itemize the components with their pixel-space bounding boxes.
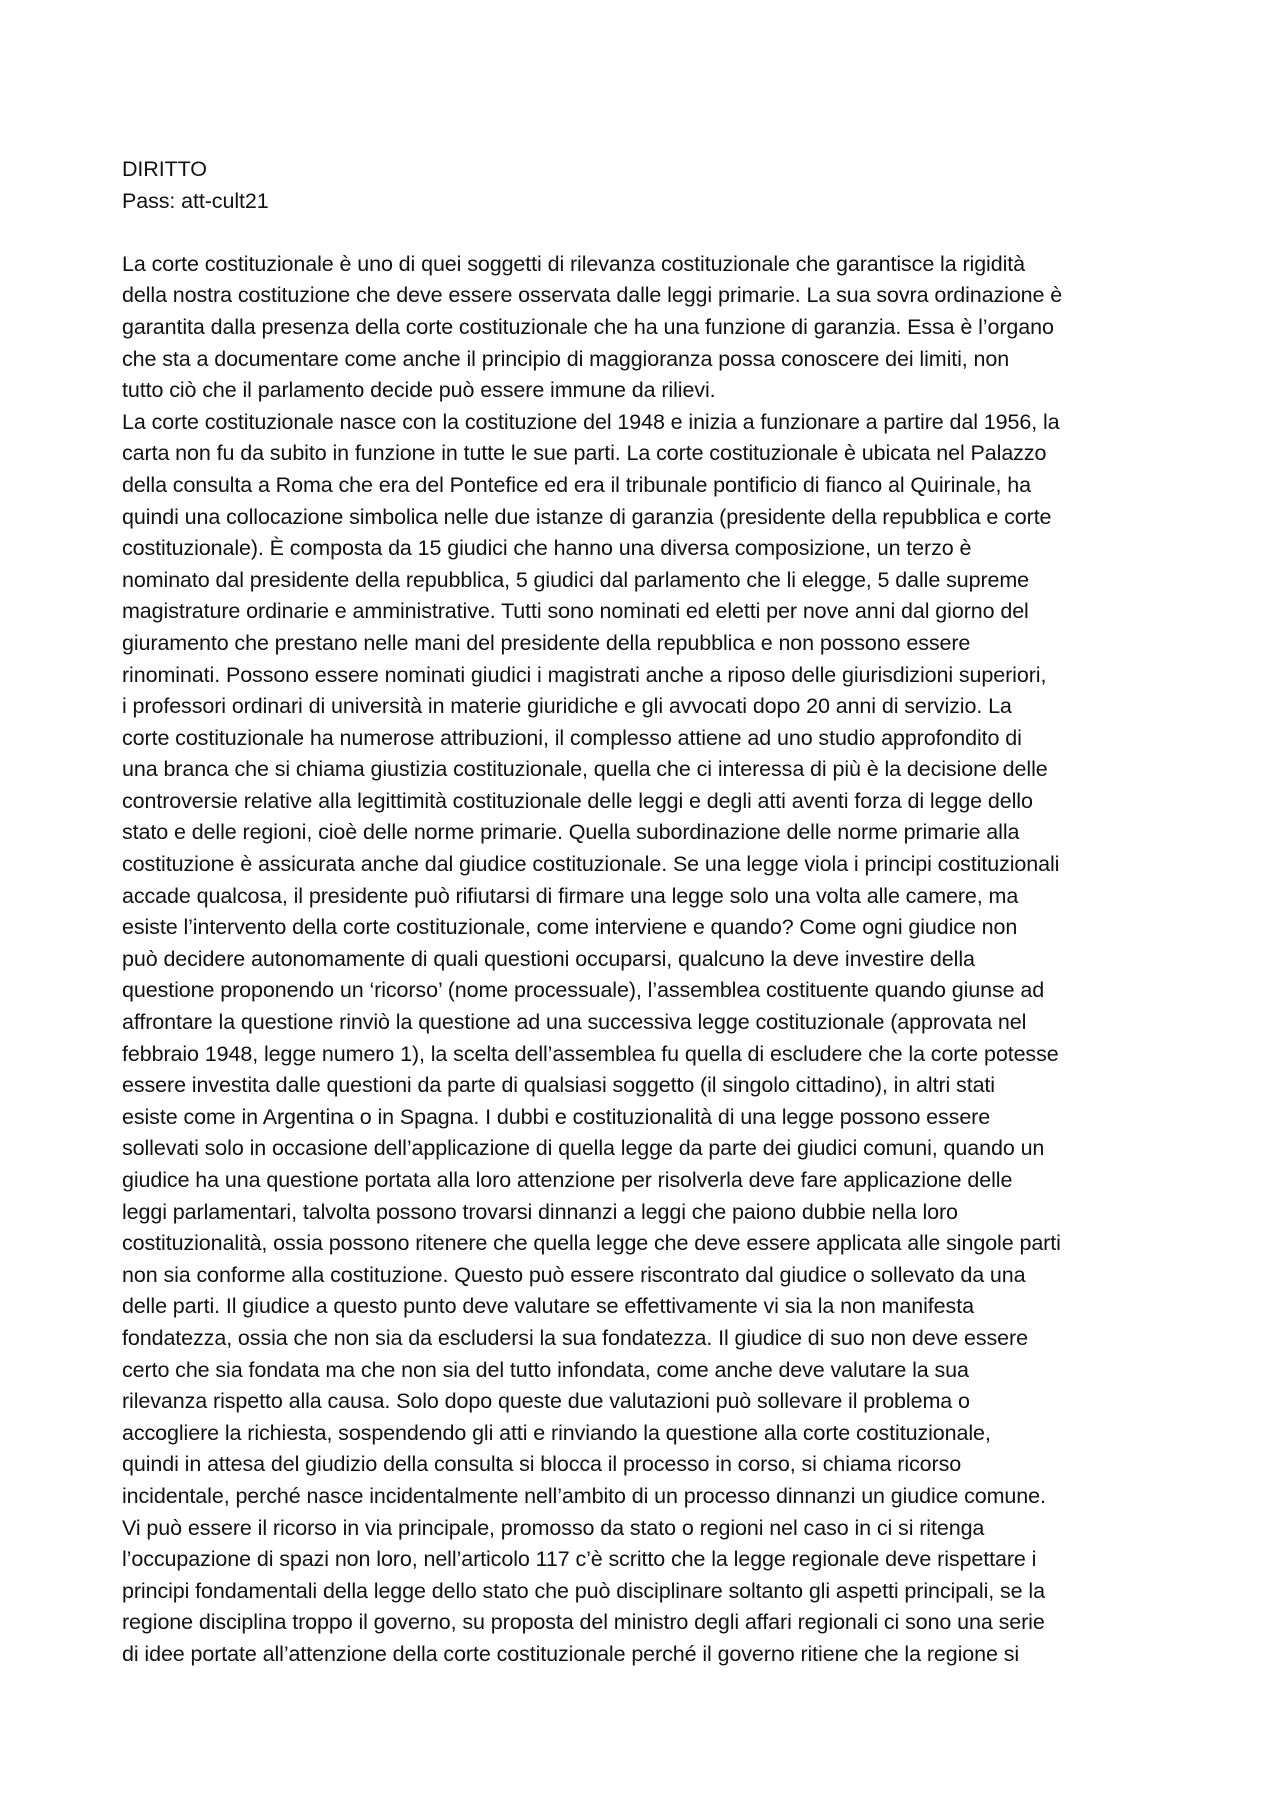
text-line: febbraio 1948, legge numero 1), la scelta dell’assemblea fu quella di escludere che la corte potesse [122, 1041, 1059, 1066]
text-line: di idee portate all’attenzione della corte costituzionale perché il governo ritiene che la regione si [122, 1641, 1020, 1666]
text-line: della consulta a Roma che era del Pontefice ed era il tribunale pontificio di fianco al Quirinale, ha [122, 472, 1031, 497]
text-line: incidentale, perché nasce incidentalmente nell’ambito di un processo dinnanzi un giudice comune. [122, 1483, 1046, 1508]
text-line: costituzionalità, ossia possono ritenere che quella legge che deve essere applicata alle singole parti [122, 1231, 1061, 1256]
text-line: nominato dal presidente della repubblica, 5 giudici dal parlamento che li elegge, 5 dalle supreme [122, 567, 1030, 592]
text-line: stato e delle regioni, cioè delle norme primarie. Quella subordinazione delle norme primarie alla [122, 820, 1020, 845]
text-line: i professori ordinari di università in materie giuridiche e gli avvocati dopo 20 anni di servizio. La [122, 694, 1012, 719]
document-body [122, 154, 1162, 1671]
text-line: può decidere autonomamente di quali questioni occuparsi, qualcuno la deve investire della [122, 946, 975, 971]
text-line: principi fondamentali della legge dello stato che può disciplinare soltanto gli aspetti principali, se la [122, 1578, 1045, 1603]
text-line: della nostra costituzione che deve essere osservata dalle leggi primarie. La sua sovra ordinazione è [122, 283, 1063, 308]
text-line: affrontare la questione rinviò la questione ad una successiva legge costituzionale (approvata nel [122, 1010, 1027, 1035]
text-line: costituzionale). È composta da 15 giudici che hanno una diversa composizione, un terzo è [122, 536, 972, 561]
text-line: accade qualcosa, il presidente può rifiutarsi di firmare una legge solo una volta alle camere, ma [122, 883, 1019, 908]
text-line: esiste l’intervento della corte costituzionale, come interviene e quando? Come ogni giudice non [122, 915, 1018, 940]
text-line: La corte costituzionale nasce con la costituzione del 1948 e inizia a funzionare a partire dal 1956, la [122, 409, 1060, 434]
text-line: carta non fu da subito in funzione in tutte le sue parti. La corte costituzionale è ubicata nel Palazzo [122, 441, 1047, 466]
text-line: giudice ha una questione portata alla loro attenzione per risolverla deve fare applicazione delle [122, 1168, 1013, 1192]
text-line: leggi parlamentari, talvolta possono trovarsi dinnanzi a leggi che paiono dubbie nella loro [122, 1199, 958, 1224]
text-line: tutto ciò che il parlamento decide può essere immune da rilievi. [122, 378, 716, 403]
text-line: delle parti. Il giudice a questo punto deve valutare se effettivamente vi sia la non manifesta [122, 1294, 974, 1319]
text-line: che sta a documentare come anche il principio di maggioranza possa conoscere dei limiti, non [122, 346, 1010, 371]
blank-line [122, 217, 1162, 249]
text-line: quindi in attesa del giudizio della consulta si blocca il processo in corso, si chiama ricorso [122, 1452, 962, 1477]
text-line: regione disciplina troppo il governo, su proposta del ministro degli affari regionali ci sono una serie [122, 1610, 1045, 1635]
text-line: costituzione è assicurata anche dal giudice costituzionale. Se una legge viola i principi costituzionali [122, 852, 1060, 877]
text-line: sollevati solo in occasione dell’applicazione di quella legge da parte dei giudici comuni, quando un [122, 1136, 1045, 1161]
password-line: Pass: att-cult21 [122, 188, 269, 213]
text-line: una branca che si chiama giustizia costituzionale, quella che ci interessa di più è la decisione delle [122, 757, 1048, 782]
document-title: DIRITTO [122, 157, 207, 181]
text-line: giuramento che prestano nelle mani del presidente della repubblica e non possono essere [122, 630, 971, 655]
text-line: garantita dalla presenza della corte costituzionale che ha una funzione di garanzia. Essa è l’organo [122, 314, 1054, 339]
text-line: questione proponendo un ‘ricorso’ (nome processuale), l’assemblea costituente quando giunse ad [122, 978, 1045, 1003]
text-line: quindi una collocazione simbolica nelle due istanze di garanzia (presidente della repubblica e corte [122, 504, 1052, 529]
text-line: essere investita dalle questioni da parte di qualsiasi soggetto (il singolo cittadino), in altri stati [122, 1073, 995, 1098]
text-line: corte costituzionale ha numerose attribuzioni, il complesso attiene ad uno studio approfondito di [122, 725, 1022, 750]
text-line: fondatezza, ossia che non sia da escludersi la sua fondatezza. Il giudice di suo non deve essere [122, 1325, 1028, 1350]
text-line: accogliere la richiesta, sospendendo gli atti e rinviando la questione alla corte costituzionale, [122, 1420, 991, 1445]
text-line: esiste come in Argentina o in Spagna. I dubbi e costituzionalità di una legge possono essere [122, 1104, 991, 1129]
text-line: La corte costituzionale è uno di quei soggetti di rilevanza costituzionale che garantisce la rigidità [122, 251, 1026, 276]
text-line: l’occupazione di spazi non loro, nell’articolo 117 c’è scritto che la legge regionale deve rispettare i [122, 1547, 1037, 1572]
text-line: magistrature ordinarie e amministrative. Tutti sono nominati ed eletti per nove anni dal giorno del [122, 599, 1029, 624]
text-line: controversie relative alla legittimità costituzionale delle leggi e degli atti aventi forza di legge dello [122, 788, 1033, 813]
text-line: rinominati. Possono essere nominati giudici i magistrati anche a riposo delle giurisdizioni superiori, [122, 662, 1047, 687]
paragraph-1 [122, 249, 1162, 407]
text-line: Vi può essere il ricorso in via principale, promosso da stato o regioni nel caso in ci si ritenga [122, 1515, 985, 1540]
text-line: certo che sia fondata ma che non sia del tutto infondata, come anche deve valutare la sua [122, 1357, 969, 1382]
text-line: non sia conforme alla costituzione. Questo può essere riscontrato dal giudice o sollevato da una [122, 1262, 1026, 1287]
text-line: rilevanza rispetto alla causa. Solo dopo queste due valutazioni può sollevare il problema o [122, 1389, 970, 1414]
paragraph-2 [122, 407, 1162, 1671]
